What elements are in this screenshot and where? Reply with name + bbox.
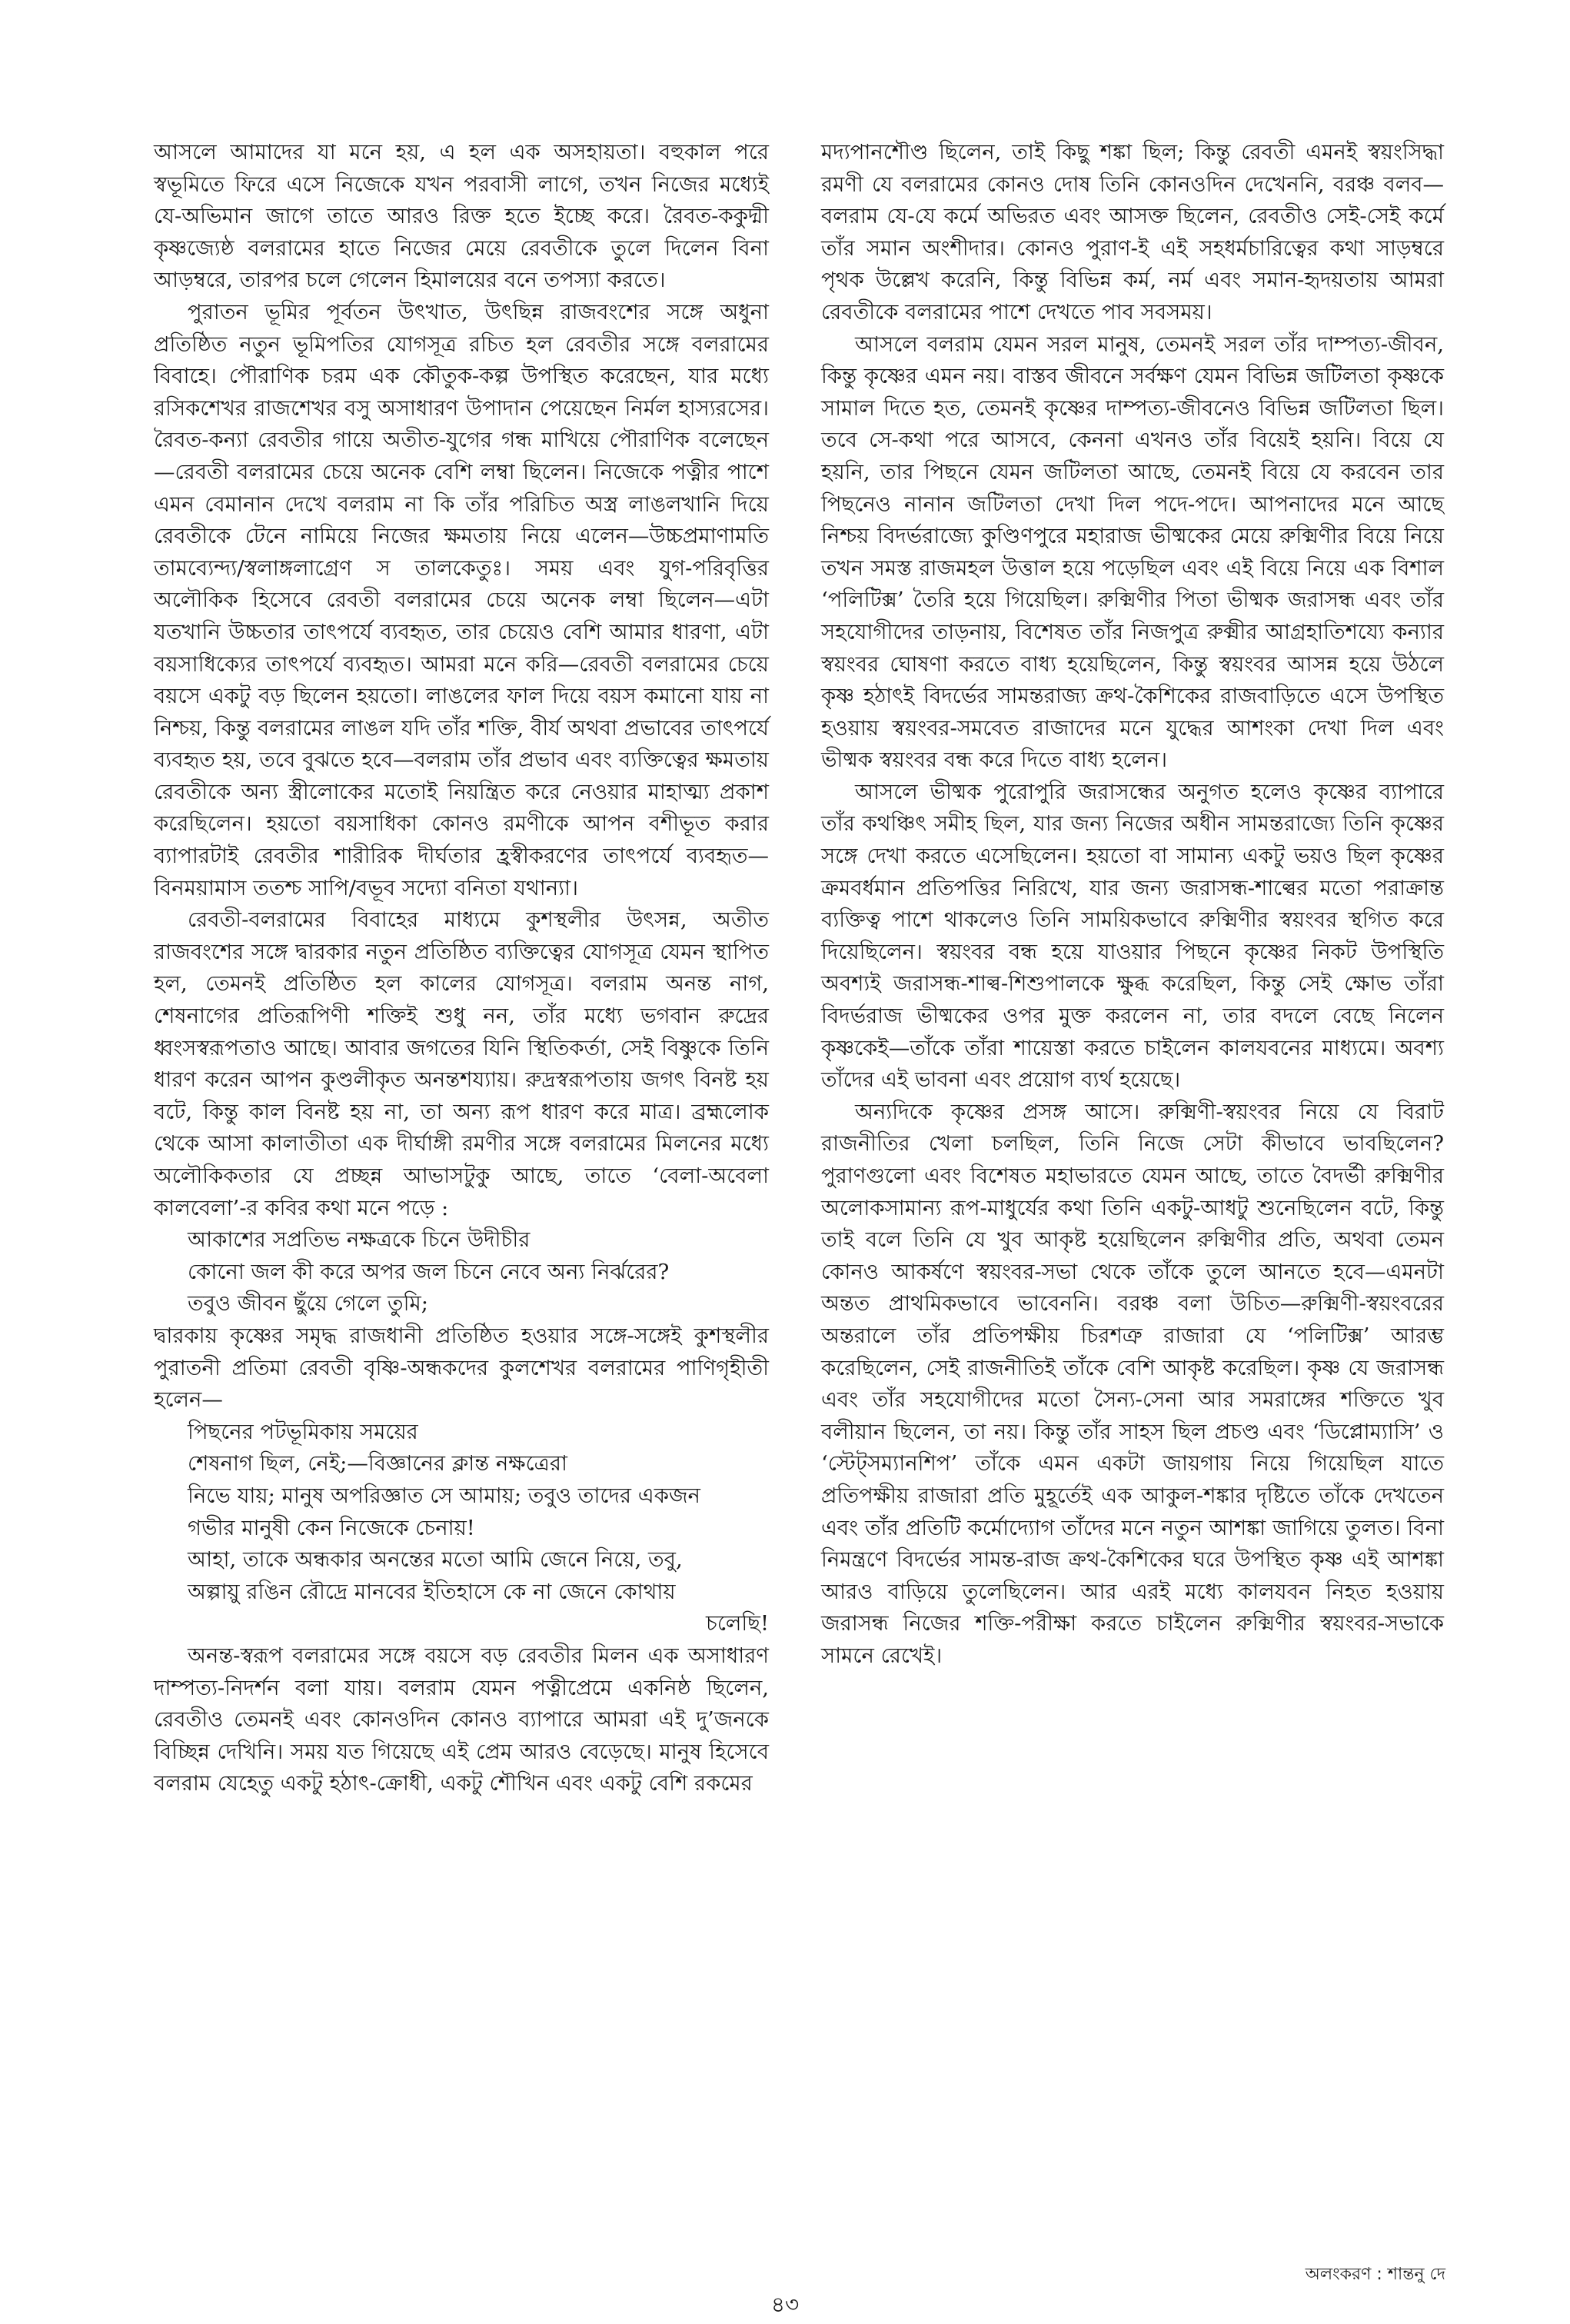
- poem-line: পিছনের পটভূমিকায় সময়ের: [188, 1419, 418, 1444]
- paragraph: অন্যদিকে কৃষ্ণের প্রসঙ্গ আসে। রুক্মিণী-স্বয়ংবর নিয়ে যে বিরাট রাজনীতির খেলা চলছিল, তিনি নিজে সেটা কীভাবে ভাবছিলেন? পুরাণগুলো এবং বিশেষত মহাভারতে যেমন আছে, তাতে বৈদর্ভী রুক্মিণীর অলোকসামান্য রূপ-মাধুর্যের কথা তিনি একটু-আধটু শুনেছিলেন বটে, কিন্তু তাই বলে তিনি যে খুব আকৃষ্ট হয়েছিলেন রুক্মিণীর প্রতি, অথবা তেমন কোনও আকর্ষণে স্বয়ংবর-সভা থেকে তাঁকে তুলে আনতে হবে—এমনটা অন্তত প্রাথমিকভাবে ভাবেননি। বরঞ্চ বলা উচিত—রুক্মিণী-স্বয়ংবরের অন্তরালে তাঁর প্রতিপক্ষীয় চিরশত্রু রাজারা যে ‘পলিটিক্স’ আরম্ভ করেছিলেন, সেই রাজনীতিই তাঁকে বেশি আকৃষ্ট করেছিল। কৃষ্ণ যে জরাসন্ধ এবং তাঁর সহযোগীদের মতো সৈন্য-সেনা আর সমরাঙ্গের শক্তিতে খুব বলীয়ান ছিলেন, তা নয়। কিন্তু তাঁর সাহস ছিল প্রচণ্ড এবং ‘ডিপ্লোম্যাসি’ ও ‘স্টেট্সম্যানশিপ’ তাঁকে এমন একটা জায়গায় নিয়ে গিয়েছিল যাতে প্রতিপক্ষীয় রাজারা প্রতি মুহূর্তেই এক আকুল-শঙ্কার দৃষ্টিতে তাঁকে দেখতেন এবং তাঁর প্রতিটি কর্মোদ্যোগ তাঁদের মনে নতুন আশঙ্কা জাগিয়ে তুলত। বিনা নিমন্ত্রণে বিদর্ভের সামন্ত-রাজ ক্রথ-কৈশিকের ঘরে উপস্থিত কৃষ্ণ এই আশঙ্কা আরও বাড়িয়ে তুলেছিলেন। আর এরই মধ্যে কালযবন নিহত হওয়ায় জরাসন্ধ নিজের শক্তি-পরীক্ষা করতে চাইলেন রুক্মিণীর স্বয়ংবর-সভাকে সামনে রেখেই।: [821, 1099, 1444, 1668]
- paragraph: অনন্ত-স্বরূপ বলরামের সঙ্গে বয়সে বড় রেবতীর মিলন এক অসাধারণ দাম্পত্য-নিদর্শন বলা যায়। বলরাম যেমন পত্নীপ্রেমে একনিষ্ঠ ছিলেন, রেবতীও তেমনই এবং কোনওদিন কোনও ব্যাপারে আমরা এই দু’জনকে বিচ্ছিন্ন দেখিনি। সময় যত গিয়েছে এই প্রেম আরও বেড়েছে। মানুষ হিসেবে বলরাম যেহেতু একটু হঠাৎ-ক্রোধী, একটু শৌখিন এবং একটু বেশি রকমের: [154, 1643, 769, 1796]
- paragraph: দ্বারকায় কৃষ্ণের সমৃদ্ধ রাজধানী প্রতিষ্ঠিত হওয়ার সঙ্গে-সঙ্গেই কুশস্থলীর পুরাতনী প্রতিমা রেবতী বৃষ্ণি-অন্ধকদের কুলশেখর বলরামের পাণিগৃহীতী হলেন—: [154, 1323, 769, 1413]
- paragraph: পুরাতন ভূমির পূর্বতন উৎখাত, উৎছিন্ন রাজবংশের সঙ্গে অধুনা প্রতিষ্ঠিত নতুন ভূমিপতির যোগসূত্র রচিত হল রেবতীর সঙ্গে বলরামের বিবাহে। পৌরাণিক চরম এক কৌতুক-কল্প উপস্থিত করেছেন, যার মধ্যে রসিকশেখর রাজশেখর বসু অসাধারণ উপাদান পেয়েছেন নির্মল হাস্যরসের। রৈবত-কন্যা রেবতীর গায়ে অতীত-যুগের গন্ধ মাখিয়ে পৌরাণিক বলেছেন—রেবতী বলরামের চেয়ে অনেক বেশি লম্বা ছিলেন। নিজেকে পত্নীর পাশে এমন বেমানান দেখে বলরাম না কি তাঁর পরিচিত অস্ত্র লাঙলখানি দিয়ে রেবতীকে টেনে নামিয়ে নিজের ক্ষমতায় নিয়ে এলেন—উচ্চপ্রমাণামতি তামব্যেন্দ্য/স্বলাঙ্গলাগ্রেণ স তালকেতুঃ। সময় এবং যুগ-পরিবৃত্তির অলৌকিক হিসেবে রেবতী বলরামের চেয়ে অনেক লম্বা ছিলেন—এটা যতখানি উচ্চতার তাৎপর্যে ব্যবহৃত, তার চেয়েও বেশি আমার ধারণা, এটা বয়সাধিক্যের তাৎপর্যে ব্যবহৃত। আমরা মনে করি—রেবতী বলরামের চেয়ে বয়সে একটু বড় ছিলেন হয়তো। লাঙলের ফাল দিয়ে বয়স কমানো যায় না নিশ্চয়, কিন্তু বলরামের লাঙল যদি তাঁর শক্তি, বীর্য অথবা প্রভাবের তাৎপর্যে ব্যবহৃত হয়, তবে বুঝতে হবে—বলরাম তাঁর প্রভাব এবং ব্যক্তিত্বের ক্ষমতায় রেবতীকে অন্য স্ত্রীলোকের মতোই নিয়ন্ত্রিত করে নেওয়ার মাহাত্ম্য প্রকাশ করেছিলেন। হয়তো বয়সাধিকা কোনও রমণীকে আপন বশীভূত করার ব্যাপারটাই রেবতীর শারীরিক দীর্ঘতার হ্রস্বীকরণের তাৎপর্যে ব্যবহৃত—বিনময়ামাস ততশ্চ সাপি/বভূব সদ্যো বনিতা যথান্যা।: [154, 299, 769, 901]
- poem-line: তবুও জীবন ছুঁয়ে গেলে তুমি;: [188, 1291, 429, 1317]
- poem-line: অল্পায়ু রঙিন রৌদ্রে মানবের ইতিহাসে কে না জেনে কোথায়: [188, 1579, 676, 1604]
- right-column: [821, 137, 1444, 1673]
- poem-line: আহা, তাকে অন্ধকার অনন্তের মতো আমি জেনে নিয়ে, তবু,: [188, 1547, 683, 1573]
- poem-quote: [154, 1417, 769, 1640]
- poem-quote: [154, 1224, 769, 1320]
- paragraph: মদ্যপানশৌণ্ড ছিলেন, তাই কিছু শঙ্কা ছিল; কিন্তু রেবতী এমনই স্বয়ংসিদ্ধা রমণী যে বলরামের কোনও দোষ তিনি কোনওদিন দেখেননি, বরঞ্চ বলব—বলরাম যে-যে কর্মে অভিরত এবং আসক্ত ছিলেন, রেবতীও সেই-সেই কর্মে তাঁর সমান অংশীদার। কোনও পুরাণ-ই এই সহধর্মচারিত্বের কথা সাড়ম্বরে পৃথক উল্লেখ করেনি, কিন্তু বিভিন্ন কর্ম, নর্ম এবং সমান-হৃদয়তায় আমরা রেবতীকে বলরামের পাশে দেখতে পাব সবসময়।: [821, 140, 1444, 325]
- paragraph: আসলে বলরাম যেমন সরল মানুষ, তেমনই সরল তাঁর দাম্পত্য-জীবন, কিন্তু কৃষ্ণের এমন নয়। বাস্তব জীবনে সর্বক্ষণ যেমন বিভিন্ন জটিলতা কৃষ্ণকে সামাল দিতে হত, তেমনই কৃষ্ণের দাম্পত্য-জীবনেও বিভিন্ন জটিলতা ছিল। তবে সে-কথা পরে আসবে, কেননা এখনও তাঁর বিয়েই হয়নি। বিয়ে যে হয়নি, তার পিছনে যেমন জটিলতা আছে, তেমনই বিয়ে যে করবেন তার পিছনেও নানান জটিলতা দেখা দিল পদে-পদে। আপনাদের মনে আছে নিশ্চয় বিদর্ভরাজ্যে কুণ্ডিণপুরে মহারাজ ভীষ্মকের মেয়ে রুক্মিণীর বিয়ে নিয়ে তখন সমস্ত রাজমহল উত্তাল হয়ে পড়েছিল এবং এই বিয়ে নিয়ে এক বিশাল ‘পলিটিক্স’ তৈরি হয়ে গিয়েছিল। রুক্মিণীর পিতা ভীষ্মক জরাসন্ধ এবং তাঁর সহযোগীদের তাড়নায়, বিশেষত তাঁর নিজপুত্র রুক্মীর আগ্রহাতিশয্যে কন্যার স্বয়ংবর ঘোষণা করতে বাধ্য হয়েছিলেন, কিন্তু স্বয়ংবর আসন্ন হয়ে উঠলে কৃষ্ণ হঠাৎই বিদর্ভের সামন্তরাজ্য ক্রথ-কৈশিকের রাজবাড়িতে এসে উপস্থিত হওয়ায় স্বয়ংবর-সমবেত রাজাদের মনে যুদ্ধের আশংকা দেখা দিল এবং ভীষ্মক স্বয়ংবর বন্ধ করে দিতে বাধ্য হলেন।: [821, 331, 1444, 773]
- poem-line: আকাশের সপ্রতিভ নক্ষত্রকে চিনে উদীচীর: [188, 1227, 531, 1253]
- poem-line: কোনো জল কী করে অপর জল চিনে নেবে অন্য নির্ঝরের?: [188, 1259, 670, 1284]
- paragraph: আসলে ভীষ্মক পুরোপুরি জরাসন্ধের অনুগত হলেও কৃষ্ণের ব্যাপারে তাঁর কথঞ্চিৎ সমীহ ছিল, যার জন্য নিজের অধীন সামন্তরাজ্যে তিনি কৃষ্ণের সঙ্গে দেখা করতে এসেছিলেন। হয়তো বা সামান্য একটু ভয়ও ছিল কৃষ্ণের ক্রমবর্ধমান প্রতিপত্তির নিরিখে, যার জন্য জরাসন্ধ-শাল্বের মতো পরাক্রান্ত ব্যক্তিত্ব পাশে থাকলেও তিনি সাময়িকভাবে রুক্মিণীর স্বয়ংবর স্থগিত করে দিয়েছিলেন। স্বয়ংবর বন্ধ হয়ে যাওয়ার পিছনে কৃষ্ণের নিকট উপস্থিতি অবশ্যই জরাসন্ধ-শাল্ব-শিশুপালকে ক্ষুব্ধ করেছিল, কিন্তু সেই ক্ষোভ তাঁরা বিদর্ভরাজ ভীষ্মকের ওপর মুক্ত করলেন না, তার বদলে বেছে নিলেন কৃষ্ণকেই—তাঁকে তাঁরা শায়েস্তা করতে চাইলেন কালযবনের মাধ্যমে। অবশ্য তাঁদের এই ভাবনা এবং প্রয়োগ ব্যর্থ হয়েছে।: [821, 779, 1444, 1093]
- poem-line: চলেছি!: [706, 1611, 769, 1636]
- left-column: [154, 137, 769, 1800]
- paragraph: আসলে আমাদের যা মনে হয়, এ হল এক অসহায়তা। বহুকাল পরে স্বভূমিতে ফিরে এসে নিজেকে যখন পরবাসী লাগে, তখন নিজের মধ্যেই যে-অভিমান জাগে তাতে আরও রিক্ত হতে ইচ্ছে করে। রৈবত-ককুদ্মী কৃষ্ণজ্যেষ্ঠ বলরামের হাতে নিজের মেয়ে রেবতীকে তুলে দিলেন বিনা আড়ম্বরে, তারপর চলে গেলেন হিমালয়ের বনে তপস্যা করতে।: [154, 140, 769, 293]
- poem-line: নিভে যায়; মানুষ অপরিজ্ঞাত সে আমায়; তবুও তাদের একজন: [188, 1483, 700, 1508]
- page-number: ৪৩: [770, 2292, 800, 2317]
- illustration-credit: অলংকরণ : শান্তনু দে: [1305, 2265, 1445, 2284]
- poem-line: গভীর মানুষী কেন নিজেকে চেনায়!: [188, 1515, 475, 1540]
- paragraph: রেবতী-বলরামের বিবাহের মাধ্যমে কুশস্থলীর উৎসন্ন, অতীত রাজবংশের সঙ্গে দ্বারকার নতুন প্রতিষ্ঠিত ব্যক্তিত্বের যোগসূত্র যেমন স্থাপিত হল, তেমনই প্রতিষ্ঠিত হল কালের যোগসূত্র। বলরাম অনন্ত নাগ, শেষনাগের প্রতিরূপিণী শক্তিই শুধু নন, তাঁর মধ্যে ভগবান রুদ্রের ধ্বংসস্বরূপতাও আছে। আবার জগতের যিনি স্থিতিকর্তা, সেই বিষ্ণুকে তিনি ধারণ করেন আপন কুণ্ডলীকৃত অনন্তশয্যায়। রুদ্রস্বরূপতায় জগৎ বিনষ্ট হয় বটে, কিন্তু কাল বিনষ্ট হয় না, তা অন্য রূপ ধারণ করে মাত্র। ব্রহ্মলোক থেকে আসা কালাতীতা এক দীর্ঘাঙ্গী রমণীর সঙ্গে বলরামের মিলনের মধ্যে অলৌকিকতার যে প্রচ্ছন্ন আভাসটুকু আছে, তাতে ‘বেলা-অবেলা কালবেলা’-র কবির কথা মনে পড়ে :: [154, 907, 769, 1220]
- poem-line: শেষনাগ ছিল, নেই;—বিজ্ঞানের ক্লান্ত নক্ষত্রেরা: [188, 1451, 567, 1477]
